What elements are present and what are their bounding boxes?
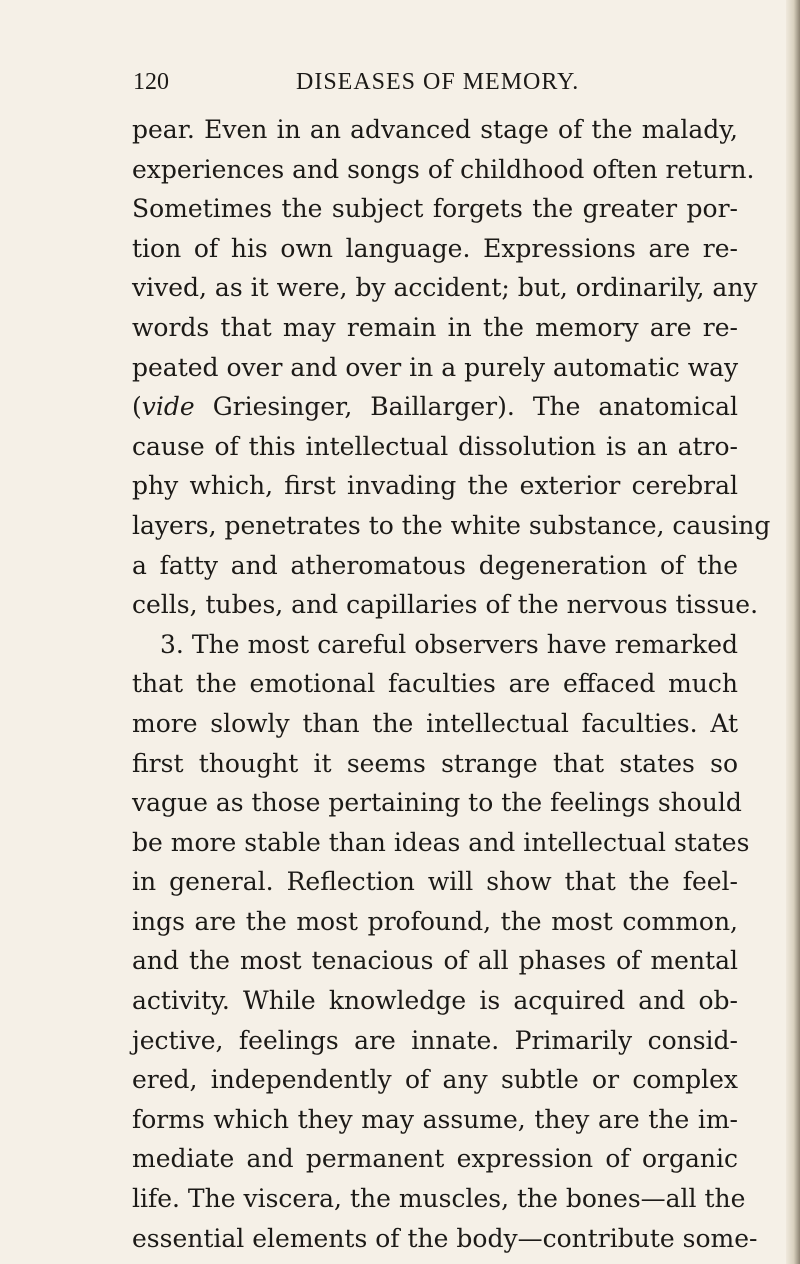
body-text xyxy=(132,110,771,1258)
text-line: forms which they may assume, they are the im- xyxy=(132,1104,738,1134)
text-line: that the emotional faculties are effaced much xyxy=(132,669,738,699)
text-line: layers, penetrates to the white substance, causing xyxy=(132,510,771,540)
page-number: 120 xyxy=(133,69,169,95)
text-line: ered, independently of any subtle or complex xyxy=(132,1065,738,1095)
text-line: peated over and over in a purely automatic way xyxy=(132,352,739,382)
text-line: a fatty and atheromatous degeneration of the xyxy=(132,550,738,580)
text-line: tion of his own language. Expressions are re- xyxy=(132,233,738,263)
text-line: and the most tenacious of all phases of mental xyxy=(132,946,738,976)
text-line-citation xyxy=(132,387,738,427)
text-line: cells, tubes, and capillaries of the nervous tissue. xyxy=(132,590,759,620)
text-line: jective, feelings are innate. Primarily consid- xyxy=(132,1025,738,1055)
text-line-paragraph-start: 3. The most careful observers have remarked xyxy=(160,629,738,659)
text-line: pear. Even in an advanced stage of the malady, xyxy=(132,115,738,144)
text-line: cause of this intellectual dissolution is an atro- xyxy=(132,431,738,461)
text-line: in general. Reflection will show that the feel- xyxy=(132,867,738,897)
text-line: vague as those pertaining to the feelings should xyxy=(132,788,742,818)
text-line: words that may remain in the memory are re- xyxy=(132,312,738,342)
open-paren: ( xyxy=(132,392,142,422)
text-line: vived, as it were, by accident; but, ordinarily, any xyxy=(132,273,758,303)
text-line: ings are the most profound, the most common, xyxy=(132,906,738,936)
vide-italic: vide xyxy=(141,392,195,422)
text-line: life. The viscera, the muscles, the bones—all the xyxy=(132,1184,746,1214)
text-line: be more stable than ideas and intellectual states xyxy=(132,827,750,857)
text-line: activity. While knowledge is acquired and ob- xyxy=(132,986,738,1016)
text-line: first thought it seems strange that states so xyxy=(132,748,738,778)
text-line: more slowly than the intellectual faculties. At xyxy=(132,708,738,738)
page-edge xyxy=(786,0,800,1264)
running-head: DISEASES OF MEMORY. xyxy=(296,69,580,95)
text-line: phy which, first invading the exterior cerebral xyxy=(132,471,738,501)
page-header xyxy=(133,66,733,98)
citation-text: Griesinger, Baillarger). The anatomical xyxy=(212,392,738,422)
text-line: mediate and permanent expression of organic xyxy=(132,1144,738,1174)
text-line: Sometimes the subject forgets the greater por- xyxy=(132,194,738,224)
text-line: experiences and songs of childhood often return. xyxy=(132,154,755,184)
text-line: essential elements of the body—contribute some- xyxy=(132,1223,758,1253)
